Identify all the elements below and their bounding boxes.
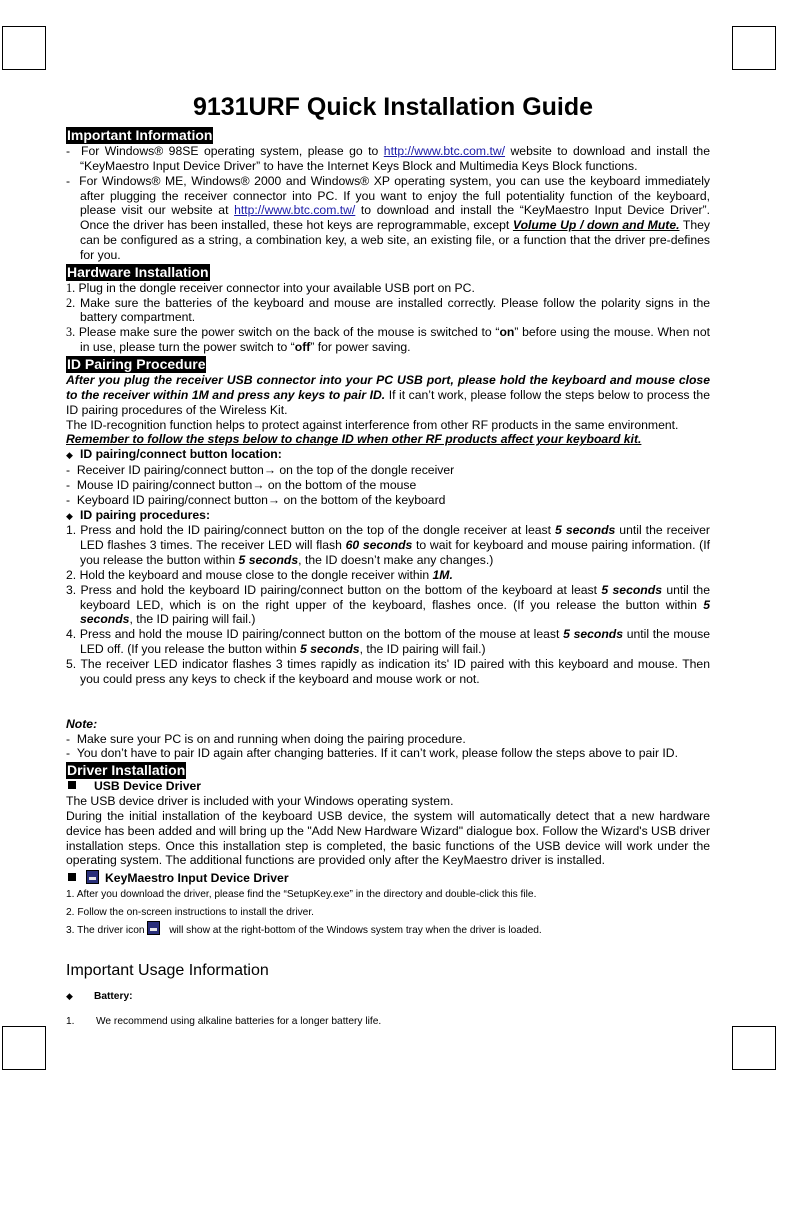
btc-link[interactable]: http://www.btc.com.tw/ <box>234 203 356 218</box>
diamond-bullet-icon: ◆ <box>66 510 73 521</box>
crop-mark-bottom-right <box>732 1026 776 1070</box>
square-bullet-icon <box>68 781 76 789</box>
important-item-1: - For Windows® 98SE operating system, please go to http://www.btc.com.tw/ website to download and install the “KeyMaestro Input Device Driver” to have the Internet Keys Block and Multimedia Keys Block functions. <box>66 144 710 173</box>
note-item-2: - You don’t have to pair ID again after changing batteries. If it can’t work, please follow the steps above to pair ID. <box>66 746 678 761</box>
section-heading-pairing: ID Pairing Procedure <box>67 355 206 372</box>
page-title: 9131URF Quick Installation Guide <box>192 93 594 121</box>
hardware-step-2: 2. Make sure the batteries of the keyboard and mouse are installed correctly. Please follow the polarity signs in the battery compartment. <box>66 295 710 325</box>
keymaestro-heading: KeyMaestro Input Device Driver <box>66 870 710 886</box>
keymaestro-tray-icon <box>147 921 160 935</box>
battery-item-1: 1. We recommend using alkaline batteries for a longer battery life. <box>66 1016 382 1028</box>
location-item-keyboard: - Keyboard ID pairing/connect button→ on the bottom of the keyboard <box>66 492 446 507</box>
location-item-receiver: - Receiver ID pairing/connect button→ on the top of the dongle receiver <box>66 463 455 478</box>
note-item-1: - Make sure your PC is on and running when doing the pairing procedure. <box>66 731 466 746</box>
important-item-2: - For Windows® ME, Windows® 2000 and Windows® XP operating system, you can use the keyboard immediately after plugging the receiver connector into PC. If you want to enjoy the full potentiality function of the keyboard, please visit our website at http://www.btc.com.tw/ to download and install the “KeyMaestro Input Device Driver”. Once the driver has been installed, these hot keys are reprogrammable, except Volume Up / down and Mute. They can be configured as a string, a combination key, a web site, an existing file, or a function that the driver pre-defines for you. <box>66 173 711 262</box>
keymaestro-step-1: 1. After you download the driver, please find the “SetupKey.exe” in the directory and double-click this file. <box>66 889 537 901</box>
usb-driver-text-1: The USB device driver is included with your Windows operating system. <box>66 794 454 809</box>
usb-driver-text-2: During the initial installation of the keyboard USB device, the system will automatically detect that a new hardware device has been added and will bring up the "Add New Hardware Wizard" dialogue box. Follow the Wizard's USB driver installation steps. Once this installation step is completed, the basic functions of the USB device will work under the operating system. The additional functions are provided only after the KeyMaestro driver is installed. <box>66 808 710 868</box>
square-bullet-icon <box>68 873 76 881</box>
procedures-heading: ◆ ID pairing procedures: <box>66 507 211 522</box>
pairing-remember: Remember to follow the steps below to change ID when other RF products affect your keyboard kit. <box>66 432 642 447</box>
crop-mark-top-left <box>2 26 46 70</box>
crop-mark-top-right <box>732 26 776 70</box>
battery-heading: ◆ Battery: <box>66 988 710 1006</box>
keymaestro-step-2: 2. Follow the on-screen instructions to install the driver. <box>66 906 315 918</box>
hardware-step-3: 3. Please make sure the power switch on the back of the mouse is switched to “on” before using the mouse. When not in use, please turn the power switch to “off” for power saving. <box>66 325 710 355</box>
pairing-step-2: 2. Hold the keyboard and mouse close to the dongle receiver within 1M. <box>66 567 453 582</box>
document-page <box>66 92 710 1031</box>
diamond-bullet-icon: ◆ <box>66 990 73 1001</box>
keymaestro-step-3: 3. The driver icon will show at the right-bottom of the Windows system tray when the driver is loaded. <box>66 921 710 940</box>
pairing-recognition: The ID-recognition function helps to protect against interference from other RF products in the same environment. <box>66 417 679 432</box>
hardware-step-1: 1. Plug in the dongle receiver connector into your available USB port on PC. <box>66 280 475 295</box>
section-heading-driver: Driver Installation <box>67 762 186 779</box>
section-heading-hardware: Hardware Installation <box>67 263 209 280</box>
location-heading: ◆ ID pairing/connect button location: <box>66 447 282 462</box>
keymaestro-app-icon <box>86 870 99 884</box>
location-item-mouse: - Mouse ID pairing/connect button→ on the bottom of the mouse <box>66 477 417 492</box>
btc-link[interactable]: http://www.btc.com.tw/ <box>383 144 506 158</box>
pairing-intro: After you plug the receiver USB connector into your PC USB port, please hold the keyboard and mouse close to the receiver within 1M and press any keys to pair ID. If it can’t work, please follow the steps below to process the ID pairing procedures of the Wireless Kit. <box>66 372 710 417</box>
note-label: Note: <box>66 716 98 731</box>
section-heading-important: Important Information <box>67 127 213 143</box>
usage-title: Important Usage Information <box>66 961 269 979</box>
pairing-step-3: 3. Press and hold the keyboard ID pairing/connect button on the bottom of the keyboard at least 5 seconds until the keyboard LED, which is on the right upper of the keyboard, flashes once. (If you release the button within 5 seconds, the ID pairing will fail.) <box>66 582 710 627</box>
pairing-step-5: 5. The receiver LED indicator flashes 3 times rapidly as indication its' ID paired with this keyboard and mouse. Then you could press any keys to check if the keyboard and mouse work or not. <box>66 657 710 686</box>
diamond-bullet-icon: ◆ <box>66 450 73 461</box>
pairing-step-1: 1. Press and hold the ID pairing/connect button on the top of the dongle receiver at least 5 seconds until the receiver LED flashes 3 times. The receiver LED will flash 60 seconds to wait for keyboard and mouse pairing information. (If you release the button within 5 seconds, the ID doesn’t make any changes.) <box>66 523 711 568</box>
pairing-step-4: 4. Press and hold the mouse ID pairing/connect button on the bottom of the mouse at least 5 seconds until the mouse LED off. (If you release the button within 5 seconds, the ID pairing will fail.) <box>66 627 710 657</box>
usb-driver-heading: USB Device Driver <box>66 779 710 794</box>
crop-mark-bottom-left <box>2 1026 46 1070</box>
